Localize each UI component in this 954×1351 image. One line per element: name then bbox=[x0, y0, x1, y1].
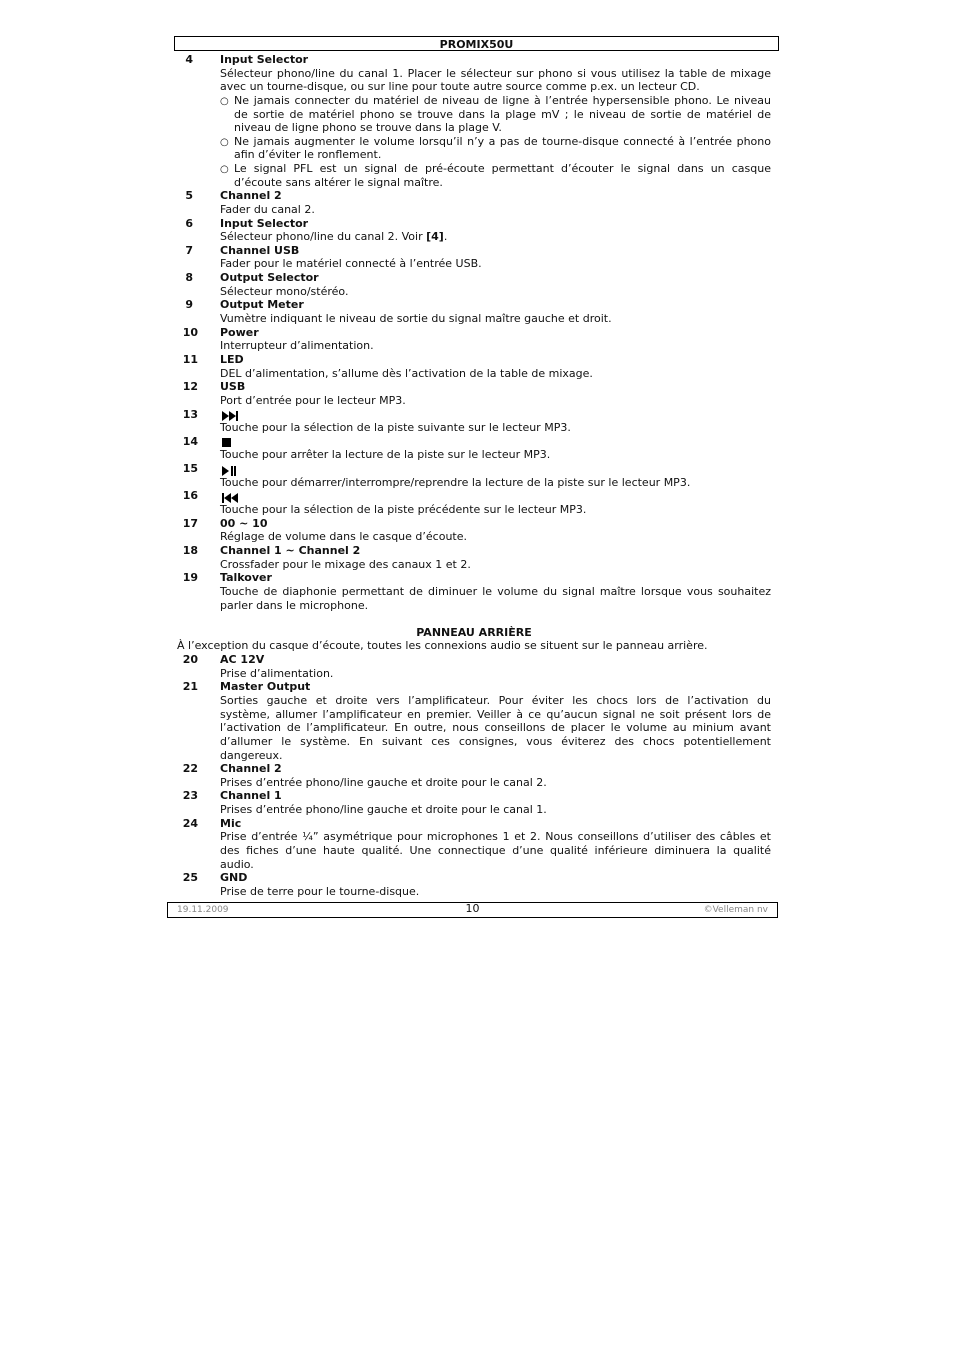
item-description: avec un tourne-disque, ou sur line pour toute autre source comme p.ex. un lecteur CD. bbox=[220, 80, 700, 93]
item-description: des fiches d’une haute qualité. Une connectique d’une qualité inférieure diminuera la qualité bbox=[220, 844, 771, 857]
item-description: Fader pour le matériel connecté à l’entrée USB. bbox=[220, 257, 482, 270]
item-title: Mic bbox=[220, 817, 242, 830]
item-description: Touche pour démarrer/interrompre/reprendre la lecture de la piste sur le lecteur MP3. bbox=[220, 476, 691, 489]
item-title: Output Meter bbox=[220, 298, 304, 311]
item-number: 23 bbox=[182, 789, 198, 802]
item-description: DEL d’alimentation, s’allume dès l’activation de la table de mixage. bbox=[220, 367, 593, 380]
item-description: Vumètre indiquant le niveau de sortie du signal maître gauche et droit. bbox=[220, 312, 612, 325]
item-number: 18 bbox=[182, 544, 198, 557]
item-number: 9 bbox=[185, 298, 193, 311]
item-title: LED bbox=[220, 353, 244, 366]
item-number: 15 bbox=[182, 462, 198, 475]
item-number: 25 bbox=[182, 871, 198, 884]
item-description: Interrupteur d’alimentation. bbox=[220, 339, 374, 352]
footer-copyright: ©Velleman nv bbox=[703, 905, 768, 915]
item-title: Input Selector bbox=[220, 217, 309, 230]
bullet-text: afin d’éviter le ronflement. bbox=[234, 148, 382, 161]
item-title: Talkover bbox=[220, 571, 272, 584]
item-description: audio. bbox=[220, 858, 254, 871]
item-title: Channel USB bbox=[220, 244, 300, 257]
item-description: Sorties gauche et droite vers l’amplificateur. Pour éviter les chocs lors de l’activation du bbox=[220, 694, 771, 707]
item-description: Prise d’entrée ¼” asymétrique pour microphones 1 et 2. Nous conseillons d’utiliser des câbles et bbox=[220, 830, 771, 843]
section-intro: À l’exception du casque d’écoute, toutes les connexions audio se situent sur le panneau arrière. bbox=[177, 639, 708, 652]
item-description: système, allumer l’amplificateur en premier. Veiller à ce qu’aucun signal ne soit présent lors de bbox=[220, 708, 771, 721]
item-title: Power bbox=[220, 326, 259, 339]
item-description bbox=[220, 230, 447, 244]
item-description: Touche de diaphonie permettant de diminuer le volume du signal maître lorsque vous souhaitez bbox=[220, 585, 771, 598]
item-description: Prises d’entrée phono/line gauche et droite pour le canal 2. bbox=[220, 776, 547, 789]
item-description: dangereux. bbox=[220, 749, 283, 762]
item-number: 19 bbox=[182, 571, 198, 584]
footer-date: 19.11.2009 bbox=[177, 905, 229, 915]
item-number: 24 bbox=[182, 817, 198, 830]
item-description: Réglage de volume dans le casque d’écoute. bbox=[220, 530, 467, 543]
item-title: Output Selector bbox=[220, 271, 319, 284]
item-number: 10 bbox=[182, 326, 198, 339]
item-title: Channel 2 bbox=[220, 189, 282, 202]
page-number: 10 bbox=[465, 902, 480, 915]
item-title: Channel 1 bbox=[220, 789, 282, 802]
item-title: Input Selector bbox=[220, 53, 309, 66]
description-punct: . bbox=[443, 230, 448, 243]
item-description: d’allumer le système. En suivant ces consignes, vous éviterez des chocs potentiellement bbox=[220, 735, 771, 748]
item-description: Fader du canal 2. bbox=[220, 203, 315, 216]
item-description: Prise de terre pour le tourne-disque. bbox=[220, 885, 420, 898]
item-number: 4 bbox=[185, 53, 193, 66]
item-number: 22 bbox=[182, 762, 198, 775]
item-title: USB bbox=[220, 380, 246, 393]
item-description: Touche pour la sélection de la piste suivante sur le lecteur MP3. bbox=[220, 421, 571, 434]
bullet-text: de sortie de matériel phono se trouve dans la plage mV ; le niveau de sortie de matériel de bbox=[234, 108, 771, 121]
item-description: Touche pour la sélection de la piste précédente sur le lecteur MP3. bbox=[220, 503, 587, 516]
item-number: 6 bbox=[185, 217, 193, 230]
item-description: Port d’entrée pour le lecteur MP3. bbox=[220, 394, 406, 407]
item-number: 8 bbox=[185, 271, 193, 284]
bullet-text: niveau de ligne phono se trouve dans la plage V. bbox=[234, 121, 502, 134]
item-number: 17 bbox=[182, 517, 198, 530]
item-title: Channel 1 ~ Channel 2 bbox=[220, 544, 361, 557]
item-number: 5 bbox=[185, 189, 193, 202]
item-description: l’activation de l’amplificateur. En outre, nous conseillons de placer le volume au minium avant bbox=[220, 721, 771, 734]
cross-reference: [4] bbox=[426, 230, 444, 243]
description-text: Sélecteur phono/line du canal 2. Voir bbox=[220, 230, 427, 243]
bullet-text: Ne jamais augmenter le volume lorsqu’il n’y a pas de tourne-disque connecté à l’entrée phono bbox=[234, 135, 771, 148]
item-description: Prise d’alimentation. bbox=[220, 667, 334, 680]
item-number: 20 bbox=[182, 653, 198, 666]
item-description: parler dans le microphone. bbox=[220, 599, 369, 612]
item-number: 11 bbox=[182, 353, 198, 366]
item-description: Prises d’entrée phono/line gauche et droite pour le canal 1. bbox=[220, 803, 547, 816]
bullet-circle: ○ bbox=[220, 96, 229, 107]
item-number: 21 bbox=[182, 680, 198, 693]
item-description: Sélecteur mono/stéréo. bbox=[220, 285, 349, 298]
item-number: 7 bbox=[185, 244, 193, 257]
item-number: 12 bbox=[182, 380, 198, 393]
item-title: 00 ~ 10 bbox=[220, 517, 268, 530]
item-number: 16 bbox=[182, 489, 198, 502]
bullet-text: Le signal PFL est un signal de pré-écoute permettant d’écouter le signal dans un casque bbox=[234, 162, 771, 175]
item-description: Touche pour arrêter la lecture de la piste sur le lecteur MP3. bbox=[220, 448, 551, 461]
page-header-title: PROMIX50U bbox=[439, 38, 514, 51]
bullet-text: d’écoute sans altérer le signal maître. bbox=[234, 176, 443, 189]
item-description: Sélecteur phono/line du canal 1. Placer le sélecteur sur phono si vous utilisez la table de mixage bbox=[220, 67, 771, 80]
section-heading: PANNEAU ARRIÈRE bbox=[416, 626, 532, 639]
bullet-text: Ne jamais connecter du matériel de niveau de ligne à l’entrée hypersensible phono. Le niveau bbox=[234, 94, 771, 107]
item-title: GND bbox=[220, 871, 248, 884]
bullet-circle: ○ bbox=[220, 137, 229, 148]
item-title: Channel 2 bbox=[220, 762, 282, 775]
item-description: Crossfader pour le mixage des canaux 1 et 2. bbox=[220, 558, 471, 571]
item-title: AC 12V bbox=[220, 653, 265, 666]
item-number: 14 bbox=[182, 435, 198, 448]
item-number: 13 bbox=[182, 408, 198, 421]
bullet-circle: ○ bbox=[220, 164, 229, 175]
item-title: Master Output bbox=[220, 680, 311, 693]
